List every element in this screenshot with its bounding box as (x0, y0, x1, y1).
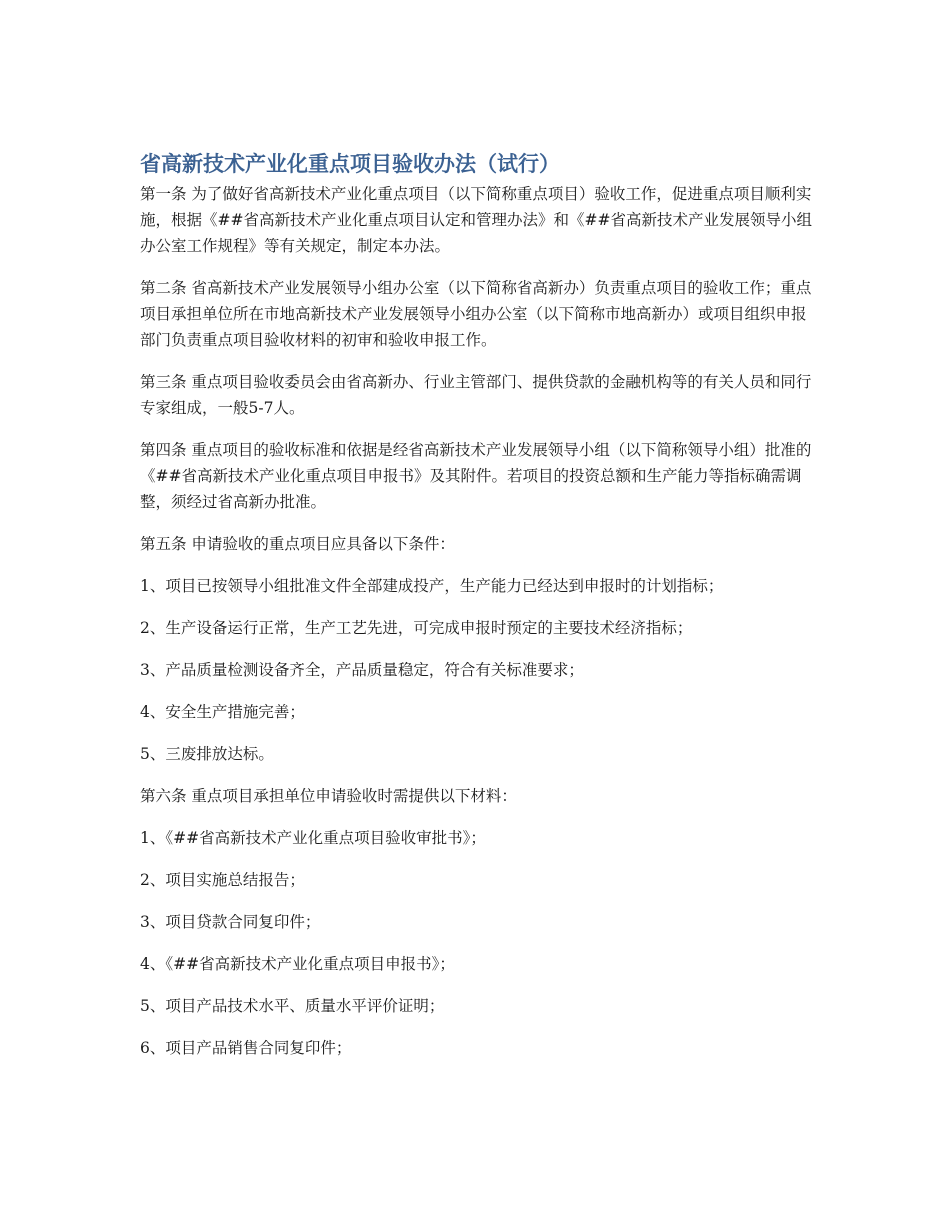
condition-item: 1、项目已按领导小组批准文件全部建成投产，生产能力已经达到申报时的计划指标； (140, 577, 724, 595)
article-2: 第二条 省高新技术产业发展领导小组办公室（以下简称省高新办）负责重点项目的验收工作；重点项目承担单位所在市地高新技术产业发展领导小组办公室（以下简称市地高新办）或项目组织申报部门负责重点项目验收材料的初审和验收申报工作。 (140, 279, 812, 349)
article-5: 第五条 申请验收的重点项目应具备以下条件： (140, 535, 455, 553)
article-4: 第四条 重点项目的验收标准和依据是经省高新技术产业发展领导小组（以下简称领导小组）批准的《##省高新技术产业化重点项目申报书》及其附件。若项目的投资总额和生产能力等指标确需调整，须经过省高新办批准。 (140, 441, 812, 511)
material-item: 3、项目贷款合同复印件； (140, 913, 321, 931)
material-item: 6、项目产品销售合同复印件； (140, 1039, 352, 1057)
article-6: 第六条 重点项目承担单位申请验收时需提供以下材料： (140, 787, 517, 805)
material-item: 2、项目实施总结报告； (140, 871, 305, 889)
article-1: 第一条 为了做好省高新技术产业化重点项目（以下简称重点项目）验收工作，促进重点项目顺利实施，根据《##省高新技术产业化重点项目认定和管理办法》和《##省高新技术产业发展领导小组办公室工作规程》等有关规定，制定本办法。 (140, 185, 812, 255)
condition-item: 3、产品质量检测设备齐全，产品质量稳定，符合有关标准要求； (140, 661, 584, 679)
condition-item: 5、三废排放达标。 (140, 745, 274, 763)
material-item: 5、项目产品技术水平、质量水平评价证明； (140, 997, 445, 1015)
material-item: 1、《##省高新技术产业化重点项目验收审批书》； (140, 829, 486, 847)
condition-item: 2、生产设备运行正常，生产工艺先进，可完成申报时预定的主要技术经济指标； (140, 619, 693, 637)
material-item: 4、《##省高新技术产业化重点项目申报书》； (140, 955, 455, 973)
document-body (140, 150, 812, 1077)
document-title: 省高新技术产业化重点项目验收办法（试行） (140, 152, 560, 176)
condition-item: 4、安全生产措施完善； (140, 703, 305, 721)
article-3: 第三条 重点项目验收委员会由省高新办、行业主管部门、提供贷款的金融机构等的有关人员和同行专家组成，一般5-7人。 (140, 373, 812, 417)
